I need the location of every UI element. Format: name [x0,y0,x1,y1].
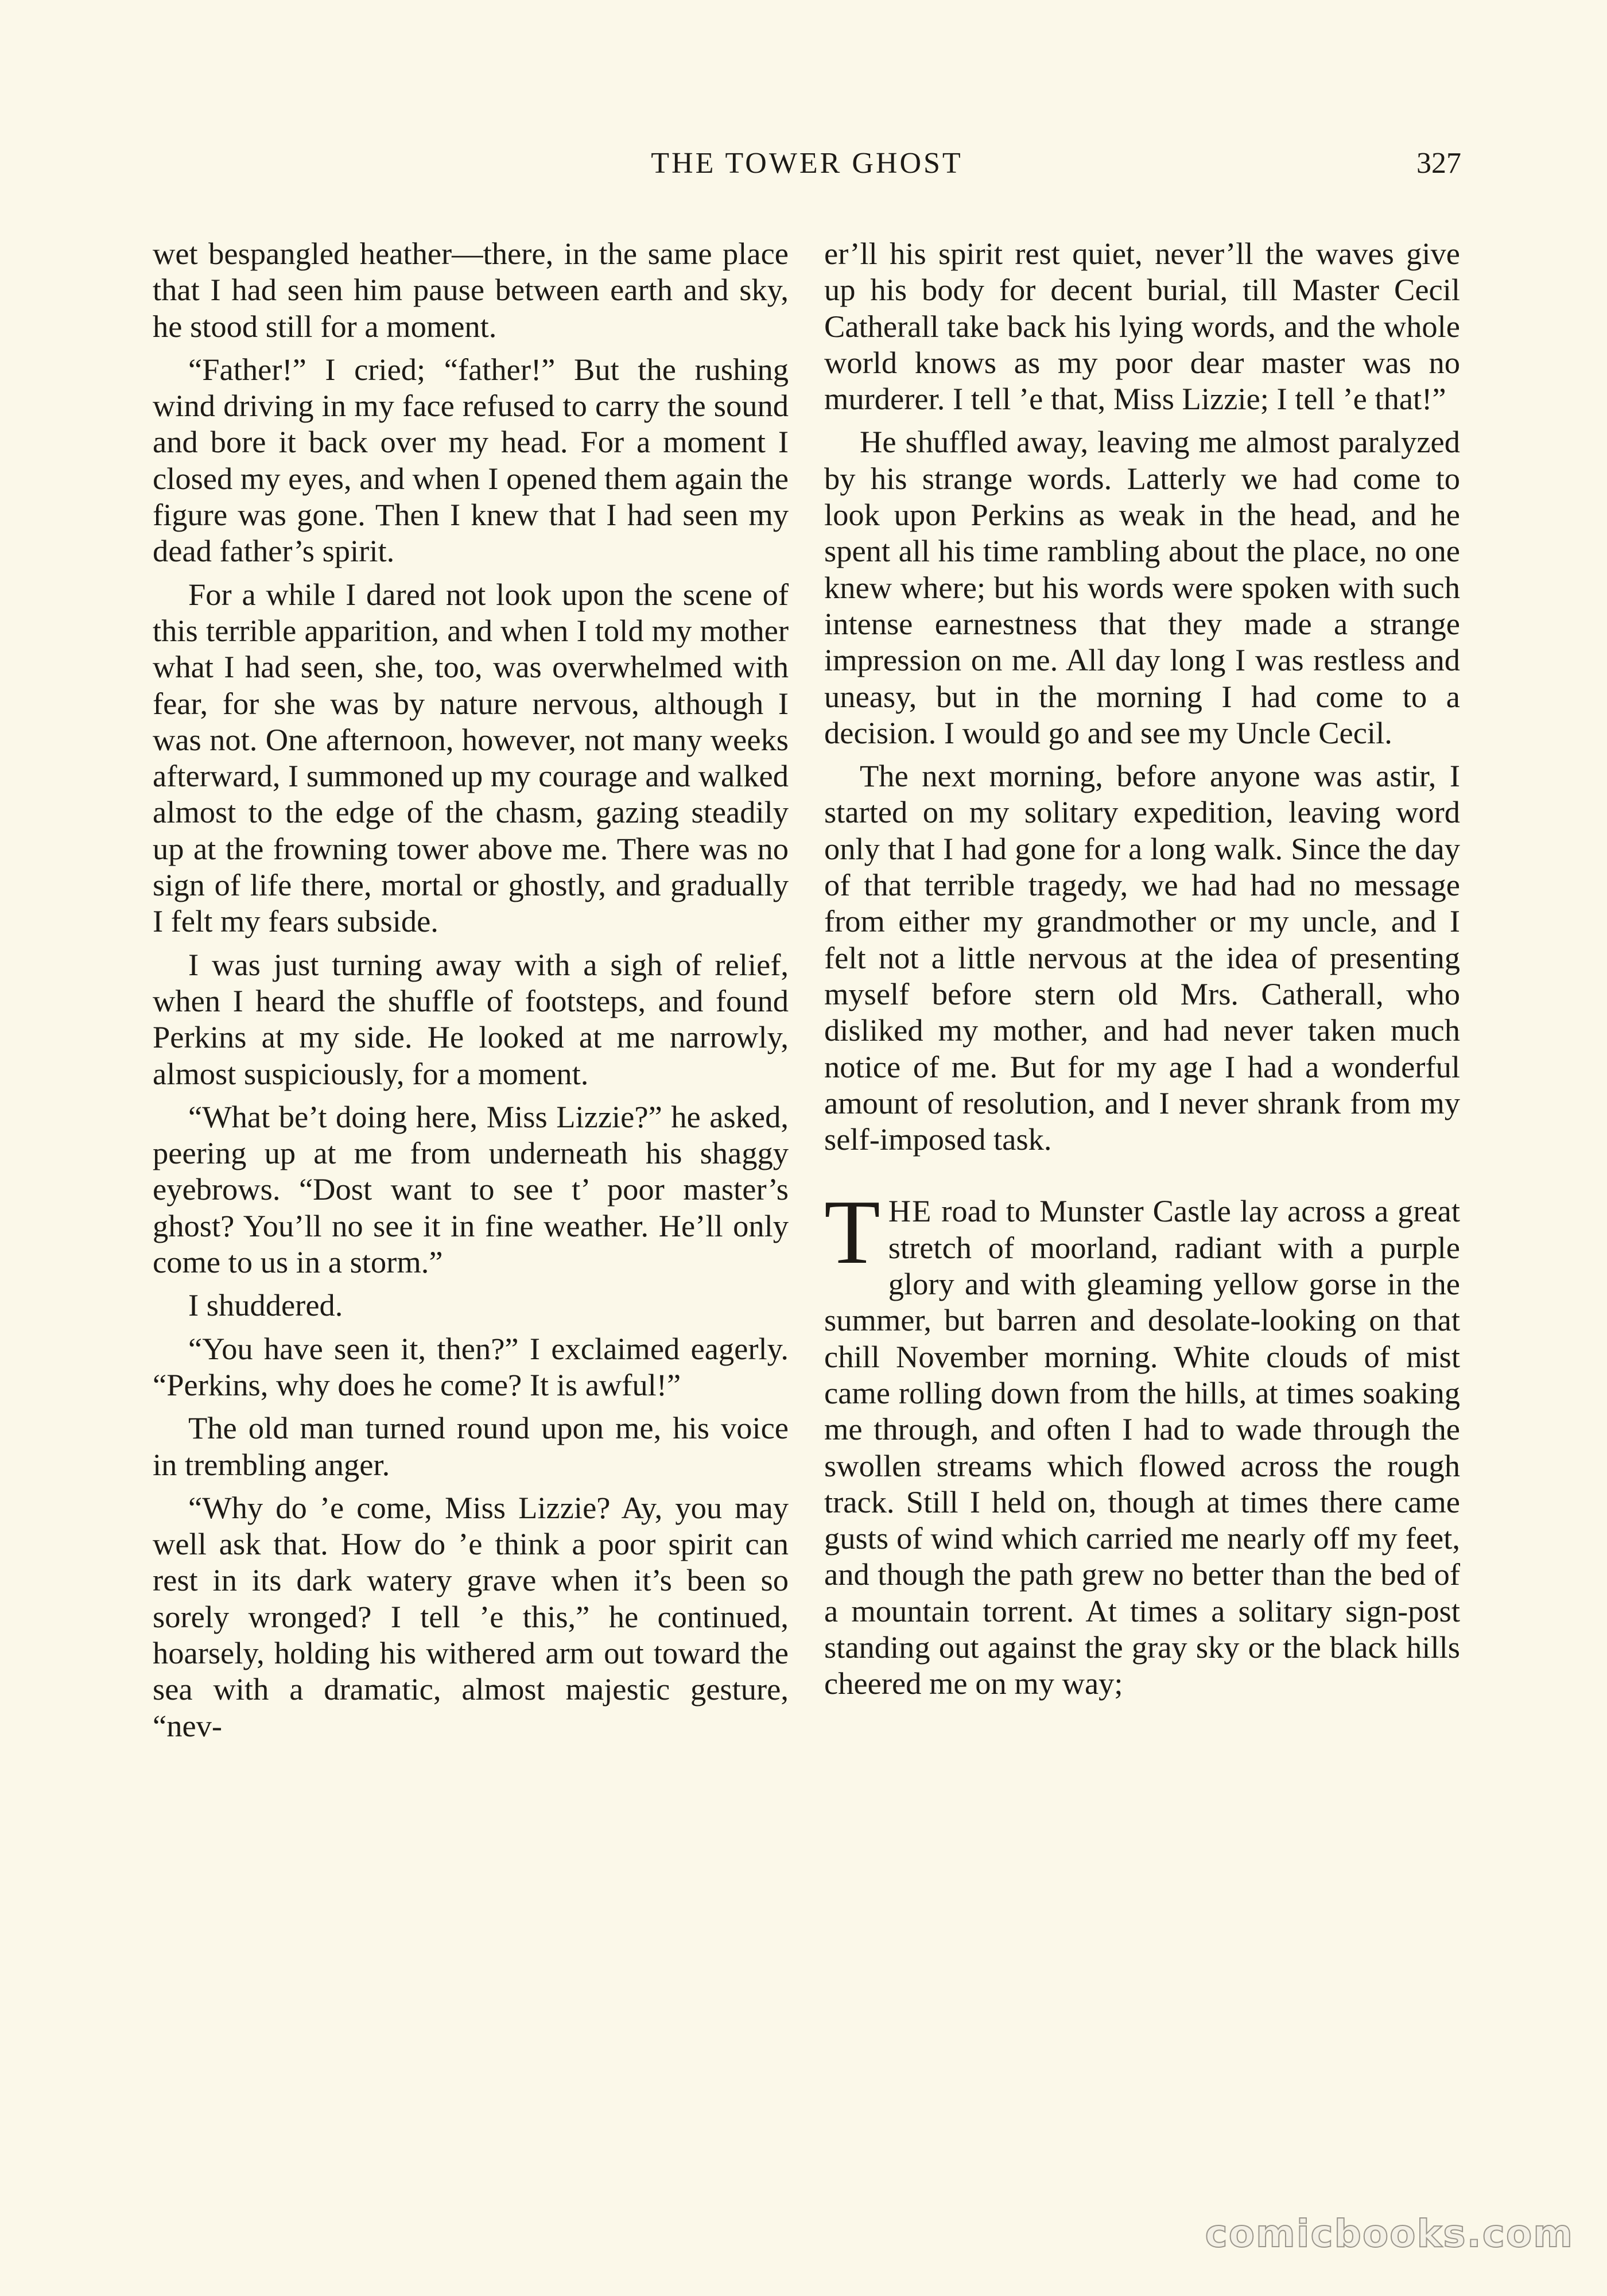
left-column [153,235,789,1751]
paragraph: “What be’t doing here, Miss Lizzie?” he asked, peering up at me from underneath his shaggy eyebrows. “Dost want to see t’ poor master’s ghost? You’ll no see it in fine weather. He’ll only come to us in a storm.” [153,1099,789,1280]
right-column [824,235,1460,1709]
running-header [153,144,1461,189]
paragraph: The old man turned round upon me, his voice in trembling anger. [153,1410,789,1482]
running-title: THE TOWER GHOST [651,147,963,180]
paragraph: The next morning, before anyone was astir, I started on my solitary expedition, leaving word only that I had gone for a long walk. Since the day of that terrible tragedy, we had had no message from either my grandmother or my uncle, and I felt not a little nervous at the idea of presenting myself before stern old Mrs. Catherall, who disliked my mother, and had never taken much notice of me. But for my age I had a wonderful amount of resolution, and I never shrank from my self-imposed task. [824,758,1460,1157]
paragraph: “Father!” I cried; “father!” But the rushing wind driving in my face refused to carry the sound and bore it back over my head. For a moment I closed my eyes, and when I opened them again the figure was gone. Then I knew that I had seen my dead father’s spirit. [153,351,789,569]
section-text: road to Munster Castle lay across a great stretch of moorland, radiant with a purple glory and with gleaming yellow gorse in the summer, but barren and desolate-looking on that chill November morning. White clouds of mist came rolling down from the hills, at times soaking me through, and often I had to wade through the swollen streams which flowed across the rough track. Still I held on, though at times there came gusts of wind which carried me nearly off my feet, and though the path grew no better than the bed of a mountain torrent. At times a solitary sign-post standing out against the gray sky or the black hills cheered me on my way; [824,1193,1460,1701]
paragraph: I shuddered. [188,1287,343,1323]
drop-cap: T [824,1181,880,1283]
paragraph: “You have seen it, then?” I exclaimed eagerly. “Perkins, why does he come? It is awful!” [153,1331,789,1402]
watermark: comicbooks.com [1205,2212,1574,2256]
paragraph: For a while I dared not look upon the scene of this terrible apparition, and when I told my mother what I had seen, she, too, was overwhelmed with fear, for she was by nature nervous, although I was not. One afternoon, however, not many weeks afterward, I summoned up my courage and walked almost to the edge of the chasm, gazing steadily up at the frowning tower above me. There was no sign of life there, mortal or ghostly, and gradually I felt my fears subside. [153,576,789,939]
paragraph: He shuffled away, leaving me almost paralyzed by his strange words. Latterly we had come to look upon Perkins as weak in the head, and he spent all his time rambling about the place, no one knew where; but his words were spoken with such intense earnestness that they made a strange impression on me. All day long I was restless and uneasy, but in the morning I had come to a decision. I would go and see my Uncle Cecil. [824,424,1460,750]
paragraph: “Why do ’e come, Miss Lizzie? Ay, you may well ask that. How do ’e think a poor spirit can rest in its dark watery grave when it’s been so sorely wronged? I tell ’e this,” he continued, hoarsely, holding his withered arm out toward the sea with a dramatic, almost majestic gesture, “nev- [153,1490,789,1743]
paragraph: I was just turning away with a sigh of relief, when I heard the shuffle of footsteps, and found Perkins at my side. He looked at me narrowly, almost suspiciously, for a moment. [153,947,789,1091]
small-caps-word: HE [888,1193,933,1229]
paragraph: er’ll his spirit rest quiet, never’ll the waves give up his body for decent burial, till Master Cecil Catherall take back his lying words, and the whole world knows as my poor dear master was no murderer. I tell ’e that, Miss Lizzie; I tell ’e that!” [824,236,1460,417]
page-number: 327 [1416,147,1461,180]
paragraph: wet bespangled heather—there, in the same place that I had seen him pause between earth and sky, he stood still for a moment. [153,236,789,344]
section-opening-paragraph [824,1181,1460,1701]
